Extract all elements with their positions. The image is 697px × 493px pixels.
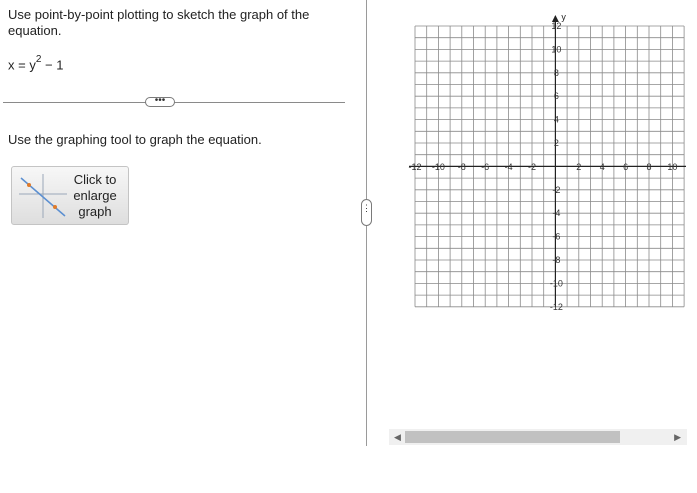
y-tick-label: -12 bbox=[549, 301, 563, 312]
x-tick-label: -12 bbox=[408, 161, 422, 172]
y-tick-label: 2 bbox=[553, 138, 559, 148]
coordinate-grid[interactable] bbox=[404, 8, 686, 314]
equation-exponent: 2 bbox=[35, 54, 42, 65]
expand-more-button[interactable]: ••• bbox=[145, 97, 175, 107]
enlarge-graph-button[interactable] bbox=[11, 166, 129, 225]
scroll-left-arrow-icon[interactable]: ◀ bbox=[394, 432, 401, 442]
x-tick-label: 10 bbox=[667, 161, 678, 172]
x-tick-label: 4 bbox=[599, 161, 605, 172]
scroll-right-arrow-icon[interactable]: ▶ bbox=[674, 432, 681, 442]
x-tick-label: 6 bbox=[623, 161, 629, 172]
equation-base: x = y bbox=[8, 57, 36, 73]
y-tick-label: 4 bbox=[553, 114, 559, 125]
y-tick-label: 12 bbox=[551, 21, 562, 31]
tool-instruction-text: Use the graphing tool to graph the equation. bbox=[8, 132, 262, 147]
y-tick-label: 6 bbox=[553, 91, 559, 102]
x-tick-label: -8 bbox=[457, 161, 466, 172]
y-axis-label: y bbox=[561, 12, 566, 22]
x-tick-label: -4 bbox=[504, 161, 513, 172]
x-tick-label: -6 bbox=[481, 161, 490, 172]
y-tick-label: -6 bbox=[552, 231, 561, 242]
x-tick-label: -2 bbox=[527, 161, 537, 172]
y-tick-label: 8 bbox=[553, 67, 559, 78]
x-tick-label: -10 bbox=[431, 161, 445, 172]
splitter-handle[interactable]: ⋮ bbox=[361, 199, 372, 226]
instruction-text: Use point-by-point plotting to sketch the graph of the equation. bbox=[8, 7, 310, 38]
y-tick-label: -8 bbox=[552, 255, 561, 265]
x-tick-label: 2 bbox=[576, 161, 582, 172]
y-tick-label: 10 bbox=[551, 44, 562, 55]
enlarge-graph-label: Click to enlarge graph bbox=[73, 172, 117, 219]
y-tick-label: -10 bbox=[549, 278, 563, 289]
graph-thumbnail-icon bbox=[17, 172, 69, 220]
equation-tail: − 1 bbox=[41, 57, 64, 73]
scrollbar-thumb[interactable] bbox=[405, 431, 620, 443]
y-tick-label: -4 bbox=[552, 208, 561, 219]
horizontal-scrollbar[interactable] bbox=[389, 429, 687, 445]
y-tick-label: -2 bbox=[552, 184, 561, 195]
x-tick-label: 8 bbox=[646, 161, 652, 172]
equation bbox=[8, 56, 63, 72]
